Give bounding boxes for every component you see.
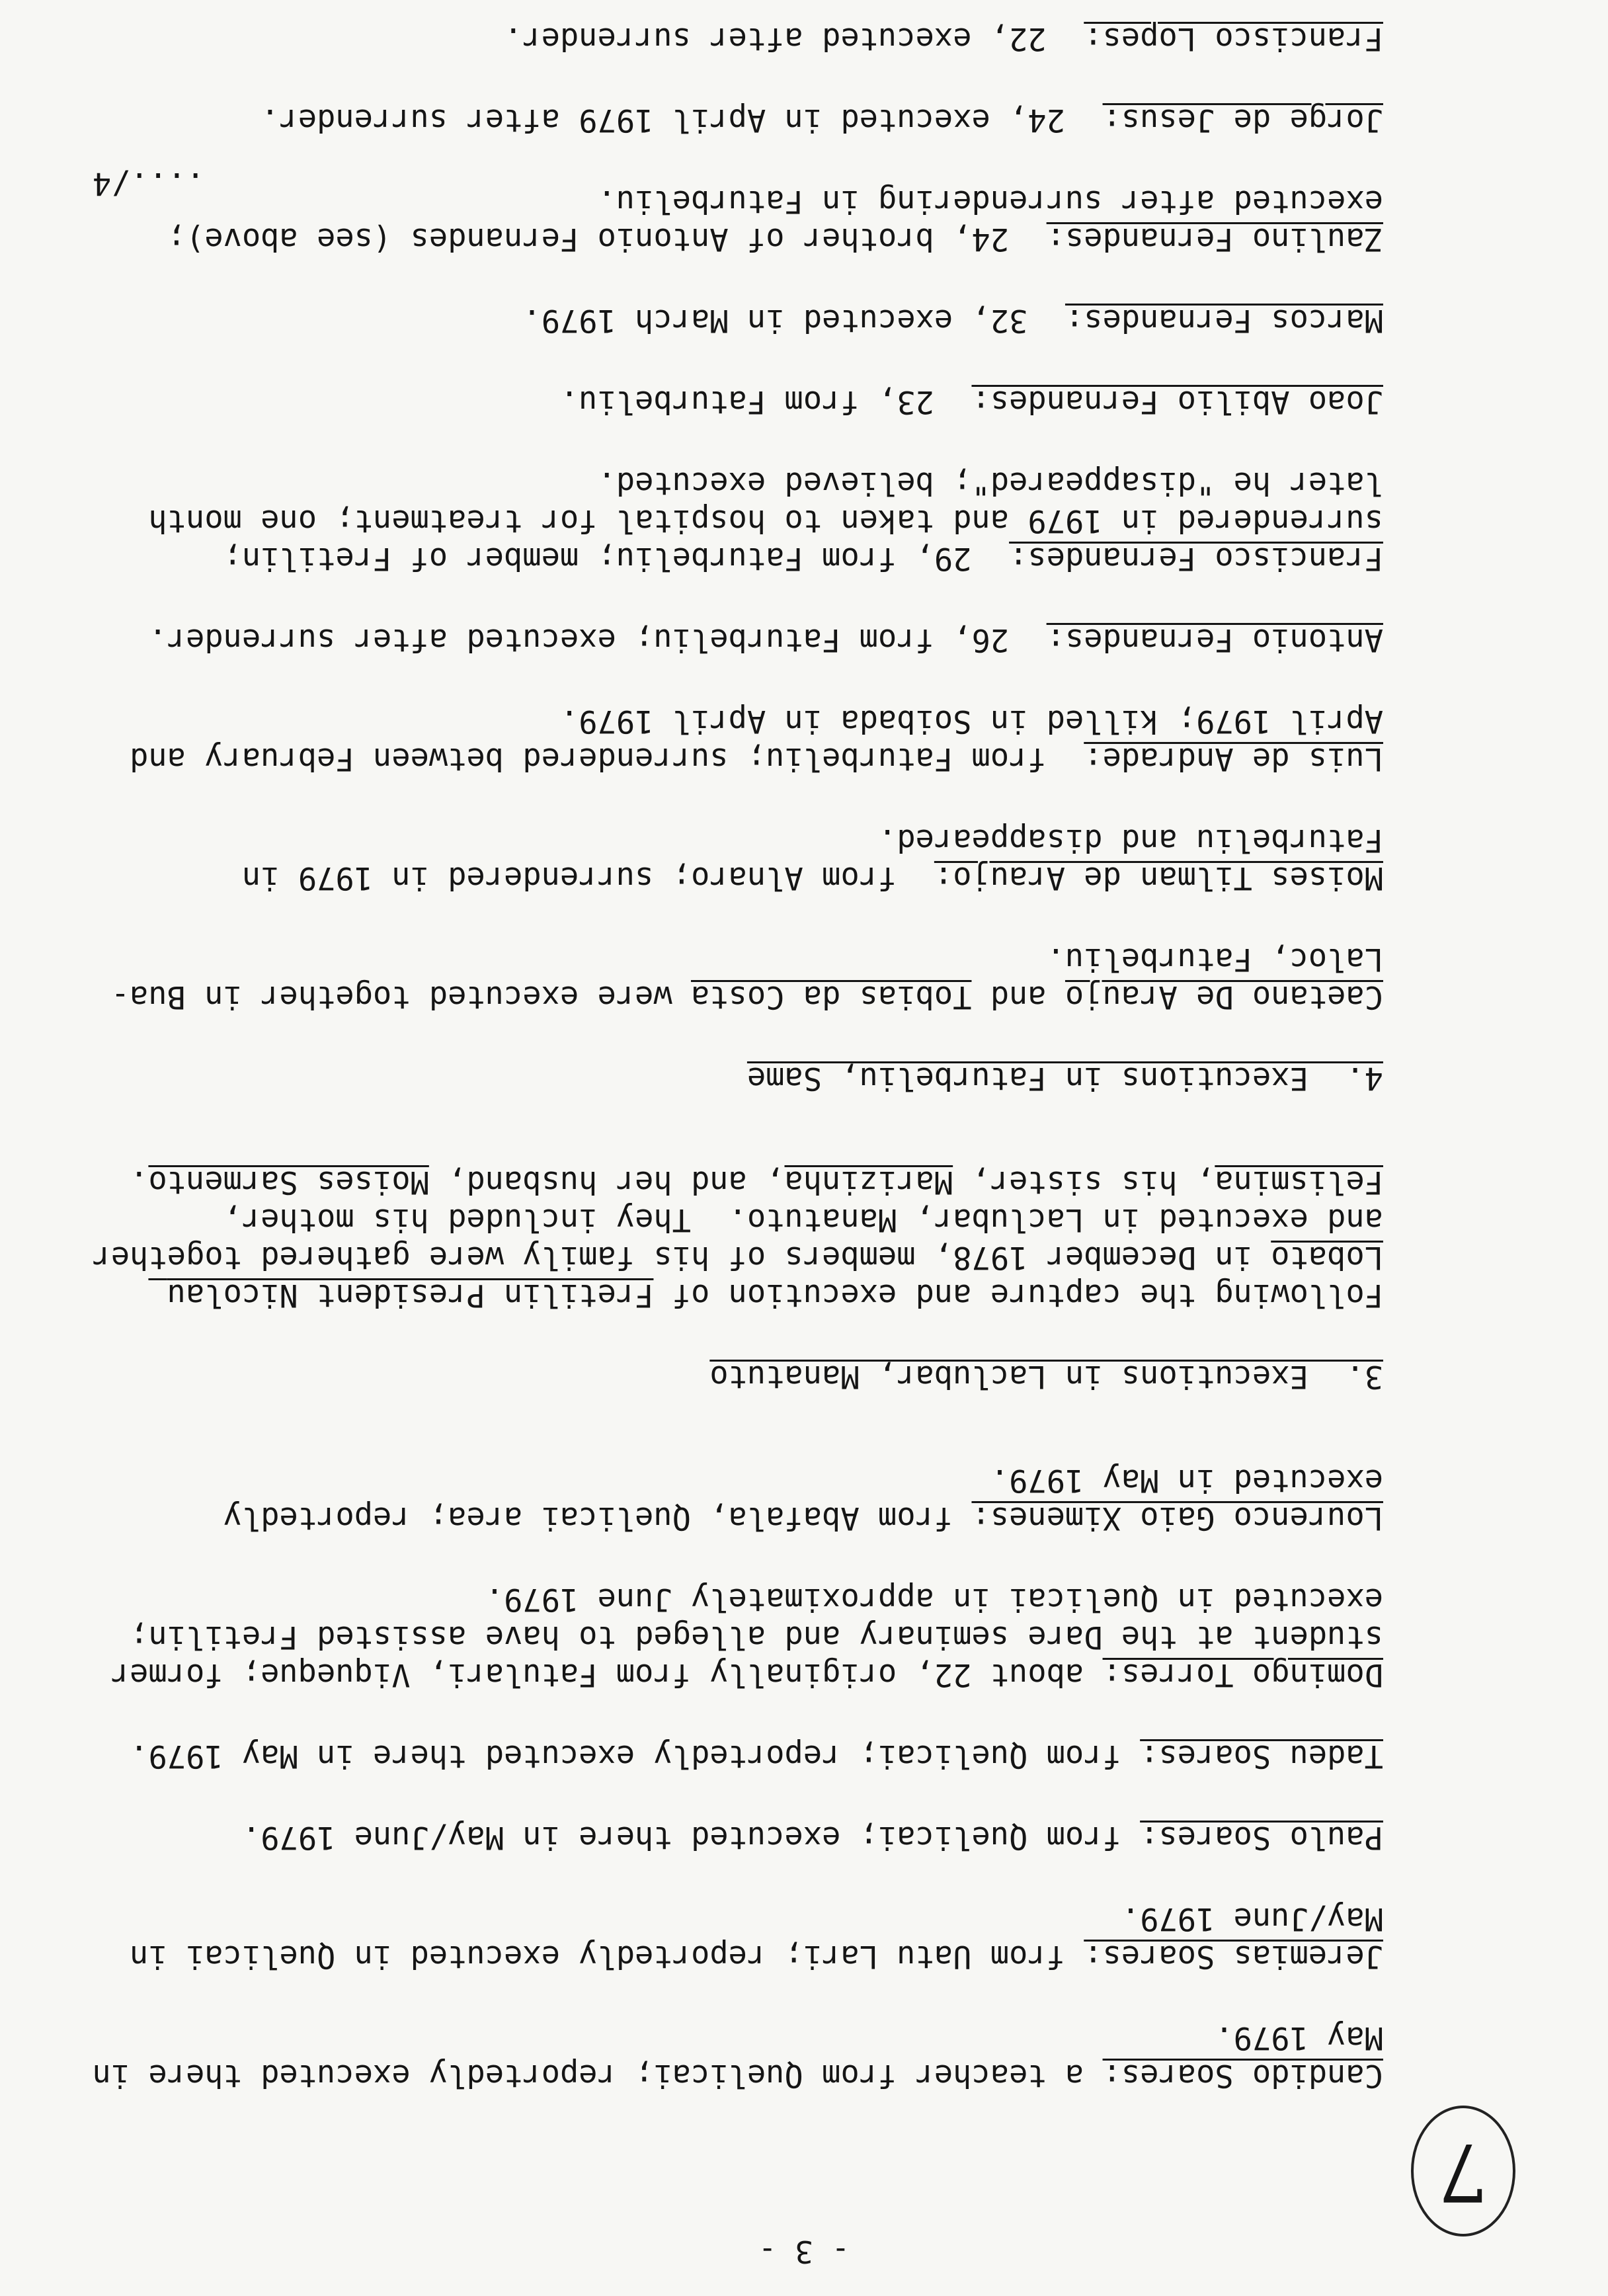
entry-name: Paulo Soares: <box>1140 1819 1383 1856</box>
entry-name: Tadeu Soares: <box>1140 1738 1383 1774</box>
entry-text: 24, brother of Antonio Fernandes (see above); executed after surrendering in Faturbeliu. <box>148 183 1383 257</box>
section-heading <box>87 1059 1383 1097</box>
name-caetano-de-araujo: Caetano De Araujo <box>1065 979 1383 1015</box>
entry <box>87 1737 1383 1775</box>
name-moises-sarmento: Moises Sarmento <box>148 1164 429 1200</box>
entry <box>87 1580 1383 1694</box>
entry-name: Moises Tilman de Araujo: <box>934 860 1383 896</box>
entry-text: from Quelicai; reportedly executed there in May 1979. <box>130 1738 1141 1774</box>
entry-text: from Alnaro; surrendered in 1979 in Faturbeliu and disappeared. <box>223 822 1383 896</box>
entry <box>87 20 1383 58</box>
section-4-paragraph <box>87 940 1383 1016</box>
section-4-heading: 4. Executions in Faturbeliu, Same <box>746 1060 1383 1096</box>
entry <box>87 621 1383 659</box>
text-run: , his sister, <box>953 1164 1215 1200</box>
entry <box>73 2019 1383 2094</box>
entry-text: 29, from Faturbeliu; member of Fretilin; surrendered in 1979 and taken to hospital for treatment; one month later he "disappeared"; believed executed. <box>130 465 1383 577</box>
name-tobias-da-costa: Tobias da Costa <box>691 979 972 1015</box>
section-heading <box>87 1358 1383 1395</box>
entry-name: Francisco Fernandes: <box>1009 540 1383 577</box>
entry-text: 23, from Faturbeliu. <box>559 384 972 420</box>
section-3-paragraph <box>73 1163 1383 1314</box>
entry-name: Francisco Lopes: <box>1084 20 1383 57</box>
entry-name: Jeremias Soares: <box>1084 1938 1383 1975</box>
entry-name: Candido Soares: <box>1102 2057 1383 2094</box>
entry-text: from Uatu Lari; reportedly executed in Quelicai in May/June 1979. <box>110 1901 1383 1975</box>
entry <box>87 1461 1383 1537</box>
entry-name: Marcos Fernandes: <box>1065 302 1383 339</box>
entry-name: Zaulino Fernandes: <box>1046 221 1383 257</box>
entry-name: Luis de Andrade: <box>1084 741 1383 777</box>
entry <box>87 302 1383 339</box>
entry-name: Lourenco Gaio Ximenes: <box>971 1500 1383 1536</box>
entry-text: from Abafala, Quelicai area; reportedly executed in May 1979. <box>204 1462 1383 1536</box>
entry-name: Antonio Fernandes: <box>1046 622 1383 658</box>
entry <box>87 464 1383 577</box>
entries-block-quelicai <box>73 0 1383 2094</box>
entry <box>87 101 1383 139</box>
entry-text: a teacher from Quelicai; reportedly executed there in May 1979. <box>73 2020 1383 2094</box>
text-run: and <box>971 979 1065 1015</box>
name-felismina: Felismina <box>1215 1164 1383 1200</box>
entry-name: Joao Abilio Fernandes: <box>971 384 1383 420</box>
text-run: were executed together in Bua-Laloc, Faturbeliu. <box>110 941 1383 1015</box>
page-number: - 3 - <box>758 2234 850 2270</box>
entry <box>87 702 1383 778</box>
entry-text: from Faturbeliu; surrendered between February and April 1979; killed in Soibada in April 1979. <box>110 703 1383 777</box>
entry-text: from Quelicai; executed there in May/June 1979. <box>241 1819 1141 1856</box>
entry <box>87 1819 1383 1856</box>
entry <box>87 183 1383 258</box>
entry-text: about 22, originally from Fatulari, Viqueque; former student at the Dare seminary and alleged to have assisted Fretilin; executed in Quelicai in approximately June 1979. <box>92 1581 1383 1693</box>
name-nicolau-lobato: Fretilin President Nicolau Lobato <box>148 1239 1383 1313</box>
entry-text: 24, executed in April 1979 after surrender. <box>261 102 1103 138</box>
entry <box>87 383 1383 421</box>
text-run: in December 1978, members of his family were gathered together and executed in Laclubar, Manatuto. They included his mother, <box>73 1202 1383 1276</box>
continuation-marker: ..../4 <box>93 165 205 202</box>
entry-name: Jorge de Jesus: <box>1102 102 1383 138</box>
entry-name: Domingo Torres: <box>1102 1657 1383 1693</box>
text-run: Following the capture and execution of <box>653 1277 1383 1313</box>
entry <box>87 1900 1383 1975</box>
entry <box>87 821 1383 897</box>
entry-text: 26, from Faturbeliu; executed after surrender. <box>148 622 1047 658</box>
handwritten-page-mark: 7 <box>1411 2106 1515 2236</box>
entry-text: 32, executed in March 1979. <box>522 302 1065 339</box>
section-3-heading: 3. Executions in Laclubar, Manatuto <box>709 1358 1383 1395</box>
text-run: , and her husband, <box>428 1164 785 1200</box>
text-run: . <box>130 1164 149 1200</box>
name-marizinha: Marizinha <box>784 1164 953 1200</box>
entry-text: 22, executed after surrender. <box>504 20 1084 57</box>
